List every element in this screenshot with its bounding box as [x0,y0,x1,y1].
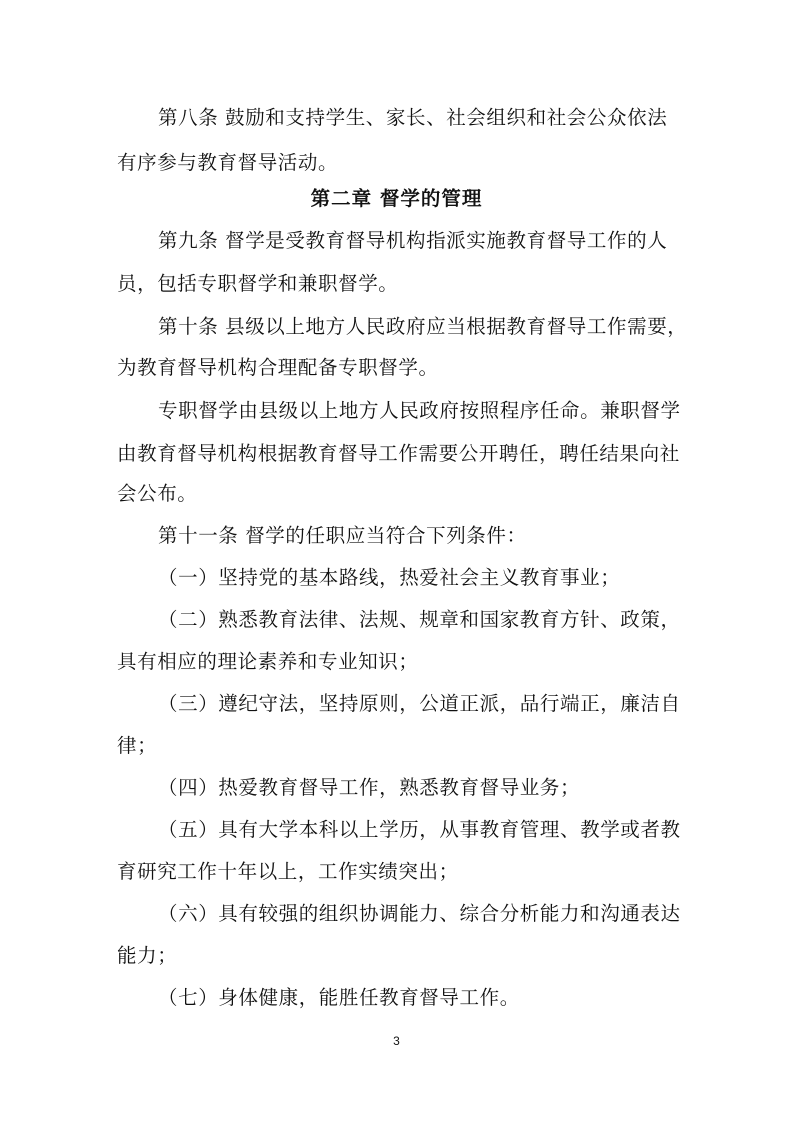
article-11-item-5-line-2: 育研究工作十年以上，工作实绩突出； [117,860,459,883]
article-11-item-5-line-1: （五）具有大学本科以上学历，从事教育管理、教学或者教 [158,818,681,841]
article-11-item-7: （七）身体健康，能胜任教育督导工作。 [158,986,520,1009]
article-10-para-2-line-2: 由教育督导机构根据教育督导工作需要公开聘任，聘任结果向社 [117,442,680,465]
article-10-line-2: 为教育督导机构合理配备专职督学。 [117,356,439,379]
article-11-item-2-line-2: 具有相应的理论素养和专业知识； [117,650,419,673]
article-11-item-4: （四）热爱教育督导工作，熟悉教育督导业务； [158,776,581,799]
article-11-item-3-line-2: 律； [117,734,158,757]
article-10-line-1: 第十条 县级以上地方人民政府应当根据教育督导工作需要， [158,315,688,338]
article-9-line-2: 员，包括专职督学和兼职督学。 [117,272,399,295]
article-8-line-2: 有序参与教育督导活动。 [117,151,339,174]
chapter-heading: 第二章 督学的管理 [310,187,483,210]
article-9-line-1: 第九条 督学是受教育督导机构指派实施教育督导工作的人 [158,229,668,252]
article-11-intro: 第十一条 督学的任职应当符合下列条件： [158,524,527,547]
article-11-item-3-line-1: （三）遵纪守法，坚持原则，公道正派，品行端正，廉洁自 [158,692,681,715]
article-11-item-6-line-1: （六）具有较强的组织协调能力、综合分析能力和沟通表达 [158,902,681,925]
article-10-para-2-line-1: 专职督学由县级以上地方人民政府按照程序任命。兼职督学 [158,399,681,422]
article-11-item-2-line-1: （二）熟悉教育法律、法规、规章和国家教育方针、政策， [158,608,681,631]
article-11-item-6-line-2: 能力； [117,944,178,967]
article-11-item-1: （一）坚持党的基本路线，热爱社会主义教育事业； [158,566,621,589]
article-8-line-1: 第八条 鼓励和支持学生、家长、社会组织和社会公众依法 [158,106,668,129]
article-10-para-2-line-3: 会公布。 [117,482,198,505]
page-number: 3 [393,1034,400,1048]
